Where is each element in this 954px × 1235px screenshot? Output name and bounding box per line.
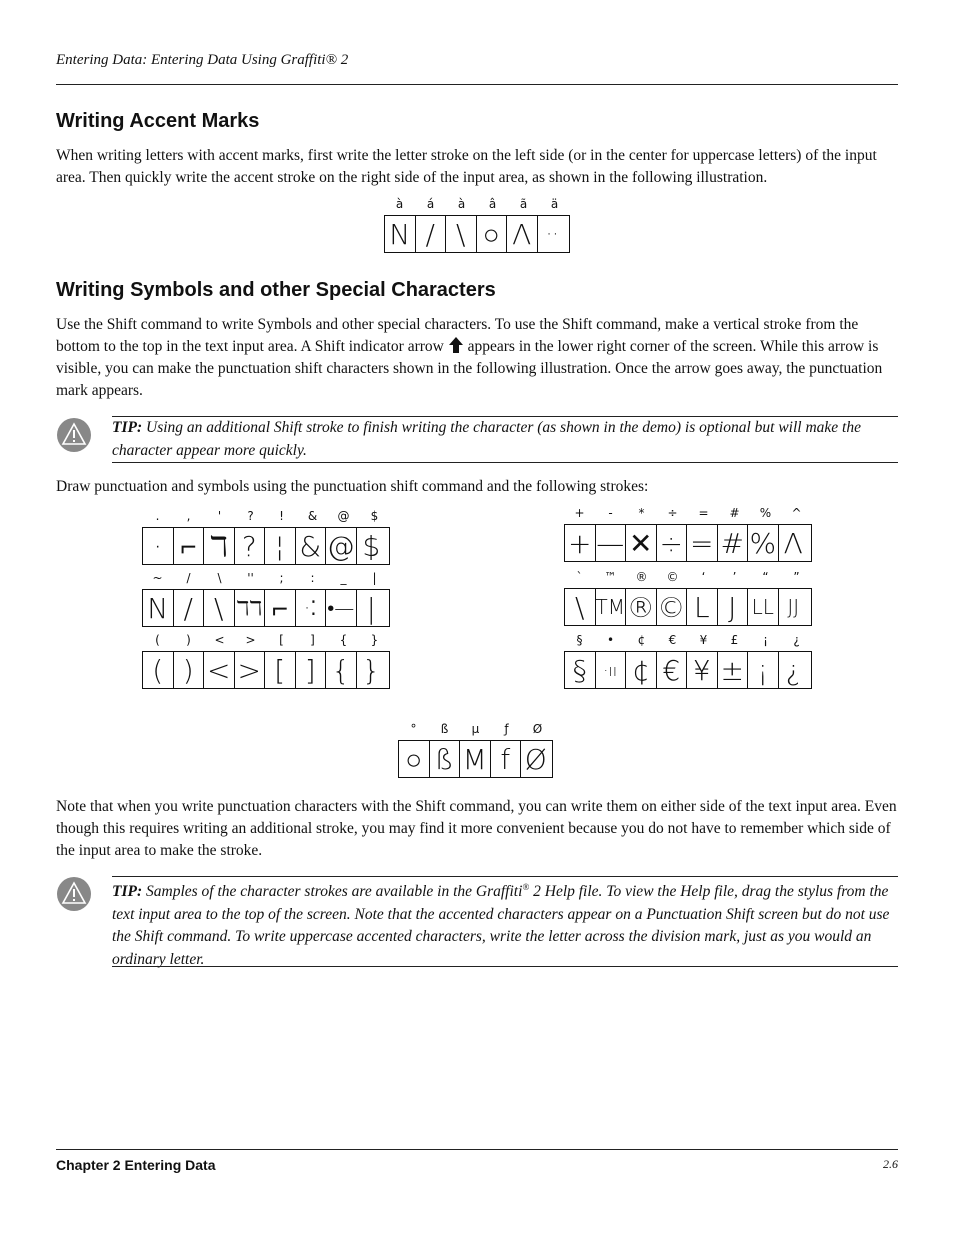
character-label: ƒ	[504, 722, 509, 736]
character-label: |	[372, 571, 377, 585]
header-rule	[56, 84, 898, 85]
strip-labels	[142, 633, 390, 651]
shift-arrow-icon	[448, 336, 464, 354]
stroke-cell: )	[174, 652, 205, 688]
character-label: “	[762, 570, 769, 584]
symbols-text-before: Use the Shift command to write Symbols and other special characters. To use the Shift command, make a vertical stroke from the bottom to the top in the text input area. A Shift indicator arrow	[56, 316, 859, 355]
character-label: à	[395, 197, 404, 211]
stroke-cell: >	[235, 652, 266, 688]
stroke-cell: |	[366, 591, 376, 625]
stroke-cell: ®	[626, 590, 655, 624]
character-label: ¥	[699, 633, 708, 647]
stroke-cell: ·⁚	[296, 590, 327, 626]
tip2-label: TIP:	[112, 883, 143, 901]
accent-paragraph: When writing letters with accent marks, first write the letter stroke on the left side (or in the center for uppercase letters) of the input area. Then quickly write the accent stroke on the right side of the input area, as shown in the following illustration.	[56, 147, 877, 186]
character-label: )	[186, 633, 191, 647]
character-label: â	[488, 197, 497, 211]
character-label: .	[155, 509, 160, 523]
tip2-bottom-rule	[112, 966, 898, 967]
character-label: *	[638, 506, 645, 520]
punctuation-strip-1	[142, 509, 390, 565]
stroke-cell: ©	[657, 590, 686, 624]
stroke-cell: &	[296, 528, 327, 564]
character-label: à	[457, 197, 466, 211]
character-label: ‘	[701, 570, 706, 584]
symbols-text-after: appears in the lower right corner of the screen. While this arrow is visible, you can make the punctuation shift characters shown in the following illustration. Once the arrow goes away, the punctuation mark appears.	[56, 338, 883, 399]
warning-icon	[56, 876, 92, 912]
stroke-cell: ¥	[687, 652, 718, 688]
strip-labels	[564, 633, 812, 651]
character-label: ®	[635, 570, 648, 584]
tip1-label: TIP:	[112, 419, 143, 436]
stroke-cell: $	[362, 529, 381, 563]
stroke-cell: {	[326, 652, 357, 688]
character-label: ß	[440, 722, 449, 736]
punctuation-strip-3	[142, 633, 390, 689]
footer-chapter: Chapter 2 Entering Data	[56, 1157, 216, 1173]
character-label: °	[410, 722, 417, 736]
accent-stroke-strip	[384, 197, 570, 253]
stroke-cell: ✕	[626, 525, 657, 561]
stroke-cell: ß	[430, 741, 461, 777]
stroke-cell: ⌐	[265, 590, 296, 626]
stroke-cell: ○	[477, 216, 508, 252]
tip1-bottom-rule	[112, 462, 898, 463]
character-label: '	[217, 509, 222, 523]
stroke-cell: Λ	[783, 526, 803, 560]
character-label: $	[370, 509, 379, 523]
character-label: µ	[471, 722, 480, 736]
character-label: %	[759, 506, 772, 520]
draw-paragraph: Draw punctuation and symbols using the punctuation shift command and the following strokes:	[56, 478, 649, 495]
stroke-cell: \	[446, 216, 477, 252]
stroke-cell: =	[687, 525, 718, 561]
strip-labels	[142, 571, 390, 589]
footer-rule	[56, 1149, 898, 1150]
stroke-cell: ¿	[785, 653, 801, 687]
stroke-cell: /	[416, 216, 447, 252]
tip2-text-a: Samples of the character strokes are available in the Graffiti	[146, 883, 523, 901]
strip-labels	[384, 197, 570, 215]
stroke-cell: ¦	[265, 528, 296, 564]
stroke-boxes	[564, 524, 812, 562]
stroke-boxes	[142, 651, 390, 689]
character-label: >	[245, 633, 256, 647]
stroke-cell: Ø	[524, 742, 547, 776]
stroke-cell: ℸ	[204, 528, 235, 564]
symbol-strip-1	[564, 506, 812, 562]
character-label: \	[217, 571, 222, 585]
character-label: `	[576, 570, 583, 584]
character-label: ’	[732, 570, 737, 584]
character-label: (	[155, 633, 160, 647]
section-title-symbols: Writing Symbols and other Special Characters	[56, 279, 496, 301]
warning-icon	[56, 417, 92, 453]
tip1	[112, 417, 898, 462]
character-label: ™	[604, 570, 617, 584]
stroke-boxes	[142, 589, 390, 627]
character-label: =	[698, 506, 709, 520]
character-label: <	[214, 633, 225, 647]
stroke-cell: @	[326, 529, 355, 563]
character-label: -	[608, 506, 613, 520]
stroke-cell: (	[143, 652, 174, 688]
stroke-cell: N	[143, 590, 174, 626]
stroke-cell: %	[748, 525, 779, 561]
character-label: ã	[519, 197, 528, 211]
character-label: £	[730, 633, 739, 647]
character-label: ?	[247, 509, 254, 523]
character-label: #	[729, 506, 740, 520]
character-label: {	[339, 633, 348, 647]
strip-labels	[564, 506, 812, 524]
character-label: :	[310, 571, 315, 585]
character-label: _	[340, 571, 347, 585]
stroke-cell: Λ	[507, 216, 538, 252]
stroke-cell: #	[718, 525, 749, 561]
punctuation-strip-2	[142, 571, 390, 627]
character-label: /	[186, 571, 191, 585]
stroke-cell: LL	[748, 589, 779, 625]
stroke-cell: ⌐	[174, 528, 205, 564]
character-label: ¡	[763, 633, 768, 647]
section-title-accent: Writing Accent Marks	[56, 110, 260, 132]
stroke-cell: ·	[143, 528, 174, 564]
stroke-cell: JJ	[787, 595, 800, 619]
running-header: Entering Data: Entering Data Using Graffiti® 2	[56, 52, 349, 68]
stroke-cell: ·ıı	[596, 652, 627, 688]
stroke-cell: §	[565, 652, 596, 688]
stroke-boxes	[564, 651, 812, 689]
character-label: ]	[310, 633, 315, 647]
stroke-cell: €	[657, 652, 688, 688]
stroke-boxes	[384, 215, 570, 253]
stroke-boxes	[142, 527, 390, 565]
stroke-cell: J	[718, 589, 749, 625]
stroke-cell: L	[687, 589, 718, 625]
stroke-cell: ±	[718, 652, 749, 688]
stroke-cell: ÷	[657, 525, 688, 561]
character-label: ,	[186, 509, 191, 523]
character-label: &	[307, 509, 318, 523]
tip2-text-b: 2 Help file. To view the Help file, drag the stylus from the text input area to the top of the screen. Note that the accented characters appear on a Punctuation Shift screen but do not use the Shift command. To write uppercase accented characters, write the letter across the division mark, just as you would an ordinary letter.	[112, 883, 890, 968]
character-label: €	[668, 633, 677, 647]
stroke-cell: <	[204, 652, 235, 688]
character-label: •	[606, 633, 615, 647]
stroke-cell: }	[362, 653, 381, 687]
character-label: ~	[152, 571, 163, 585]
character-label: }	[370, 633, 379, 647]
symbols-paragraph	[56, 314, 891, 402]
tip2	[112, 876, 898, 971]
stroke-cell: +	[565, 525, 596, 561]
footer-page-number: 2.6	[883, 1157, 898, 1171]
tip1-text: Using an additional Shift stroke to finish writing the character (as shown in the demo) is optional but will make the character appear more quickly.	[112, 419, 861, 459]
stroke-cell: ··	[545, 222, 559, 246]
stroke-cell: M	[460, 741, 491, 777]
character-label: ©	[666, 570, 679, 584]
stroke-cell: \	[565, 589, 596, 625]
character-label: ”	[793, 570, 800, 584]
stroke-cell: N	[385, 216, 416, 252]
stroke-cell: ?	[235, 528, 266, 564]
character-label: [	[279, 633, 284, 647]
character-label: +	[574, 506, 585, 520]
stroke-cell: •—	[326, 590, 357, 626]
character-label: @	[337, 509, 350, 523]
character-label: §	[576, 633, 583, 647]
symbol-strip-4	[398, 722, 553, 778]
stroke-cell: \	[204, 590, 235, 626]
strip-labels	[398, 722, 553, 740]
strip-labels	[564, 570, 812, 588]
stroke-boxes	[564, 588, 812, 626]
stroke-cell: /	[174, 590, 205, 626]
character-label: ^	[791, 506, 802, 520]
stroke-cell: ℸℸ	[235, 590, 266, 626]
character-label: ¢	[637, 633, 646, 647]
stroke-cell: TM	[596, 589, 627, 625]
stroke-cell: —	[596, 526, 625, 560]
character-label: Ø	[532, 722, 543, 736]
tip2-registered-mark: ®	[522, 882, 530, 892]
symbol-strip-3	[564, 633, 812, 689]
stroke-cell: ¡	[748, 652, 779, 688]
character-label: ¿	[793, 633, 800, 647]
stroke-cell: ¢	[626, 652, 657, 688]
stroke-cell: ]	[296, 652, 327, 688]
stroke-cell: ○	[399, 741, 430, 777]
character-label: ;	[279, 571, 284, 585]
note-paragraph: Note that when you write punctuation characters with the Shift command, you can write them on either side of the text input area. Even though this requires writing an additional stroke, you may find it more convenient because you do not have to remember which side of the input area to make the stroke.	[56, 798, 897, 859]
character-label: á	[426, 197, 435, 211]
character-label: ä	[550, 197, 559, 211]
character-label: ÷	[667, 506, 678, 520]
character-label: !	[279, 509, 284, 523]
character-label: ''	[247, 571, 254, 585]
stroke-boxes	[398, 740, 553, 778]
stroke-cell: f	[491, 741, 522, 777]
strip-labels	[142, 509, 390, 527]
stroke-cell: [	[265, 652, 296, 688]
symbol-strip-2	[564, 570, 812, 626]
